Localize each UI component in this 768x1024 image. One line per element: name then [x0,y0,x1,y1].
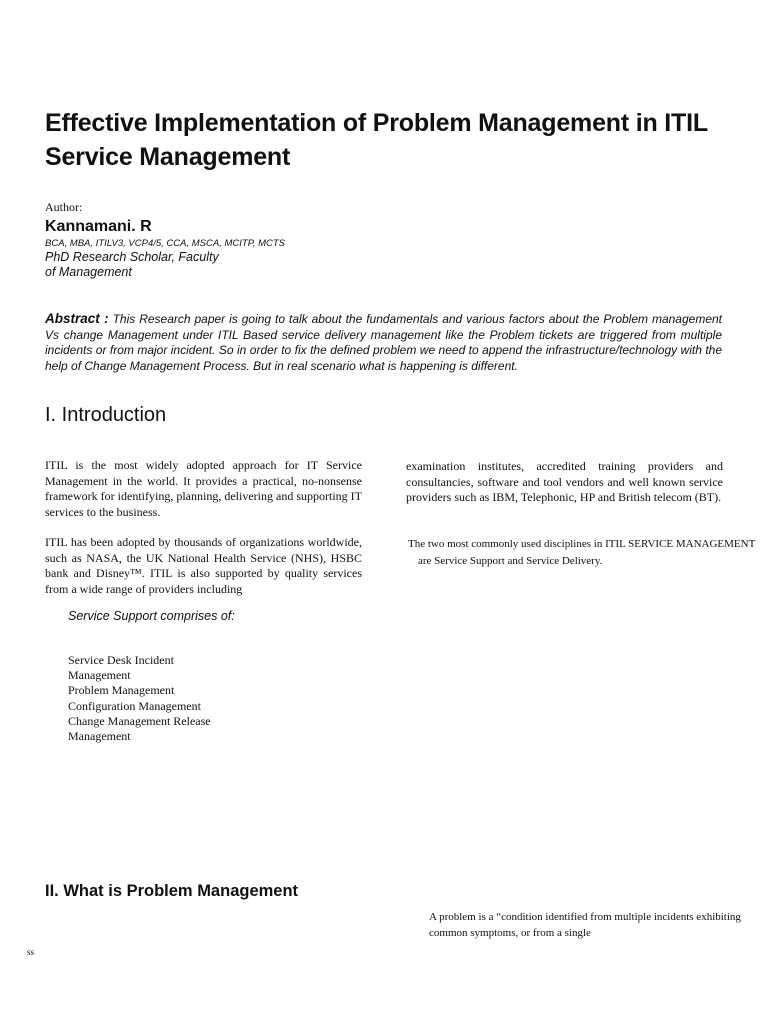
intro-paragraph-4: The two most commonly used disciplines in ITIL SERVICE MANAGEMENT are Service Support and Service Delivery. [408,538,756,567]
service-support-list [68,653,268,744]
section-heading-introduction: I. Introduction [45,404,167,426]
author-role [45,250,245,279]
list-item: Management [68,668,131,683]
intro-paragraph-2: ITIL has been adopted by thousands of organizations worldwide, such as NASA, the UK National Health Service (NHS), HSBC bank and Disney™. ITIL is also supported by quality services from a wide range of providers including [45,535,362,596]
page-footer-mark: ss [27,947,35,957]
author-role-line-2: of Management [45,264,132,279]
intro-paragraph-3: examination institutes, accredited training providers and consultancies, software and tool vendors and well known service providers such as IBM, Telephonic, HP and British telecom (BT). [406,459,723,504]
abstract-label: Abstract : [45,311,109,326]
author-label: Author: [45,200,83,214]
abstract [45,311,722,375]
author-qualifications: BCA, MBA, ITILV3, VCP4/5, CCA, MSCA, MCITP, MCTS [45,238,286,249]
author-role-line-1: PhD Research Scholar, Faculty [45,250,219,264]
list-item: Service Desk Incident [68,653,174,667]
section-heading-problem-management: II. What is Problem Management [45,882,299,900]
list-item: Problem Management [68,683,175,698]
paper-title-line-1: Effective Implementation of Problem Management in ITIL [45,109,708,137]
service-support-heading: Service Support comprises of: [68,609,235,623]
paper-title [45,106,745,174]
author-name: Kannamani. R [45,218,152,235]
list-item: Management [68,729,131,744]
list-item: Change Management Release [68,713,211,728]
intro-paragraph-1: ITIL is the most widely adopted approach for IT Service Management in the world. It provides a practical, no-nonsense framework for identifying, planning, delivering and supporting IT services to the business. [45,458,362,519]
problem-definition-paragraph: A problem is a “condition identified from multiple incidents exhibiting common symptoms, or from a single [429,911,741,939]
paper-title-line-2: Service Management [45,143,291,171]
abstract-text: This Research paper is going to talk about the fundamentals and various factors about the Problem management Vs change Management under ITIL Based service delivery management like the Problem tickets are triggered from multiple incidents or from major incident. So in order to fix the defined problem we need to append the infrastructure/technology with the help of Change Management Process. But in real scenario what is happening is different. [45,312,722,374]
list-item: Configuration Management [68,698,201,713]
